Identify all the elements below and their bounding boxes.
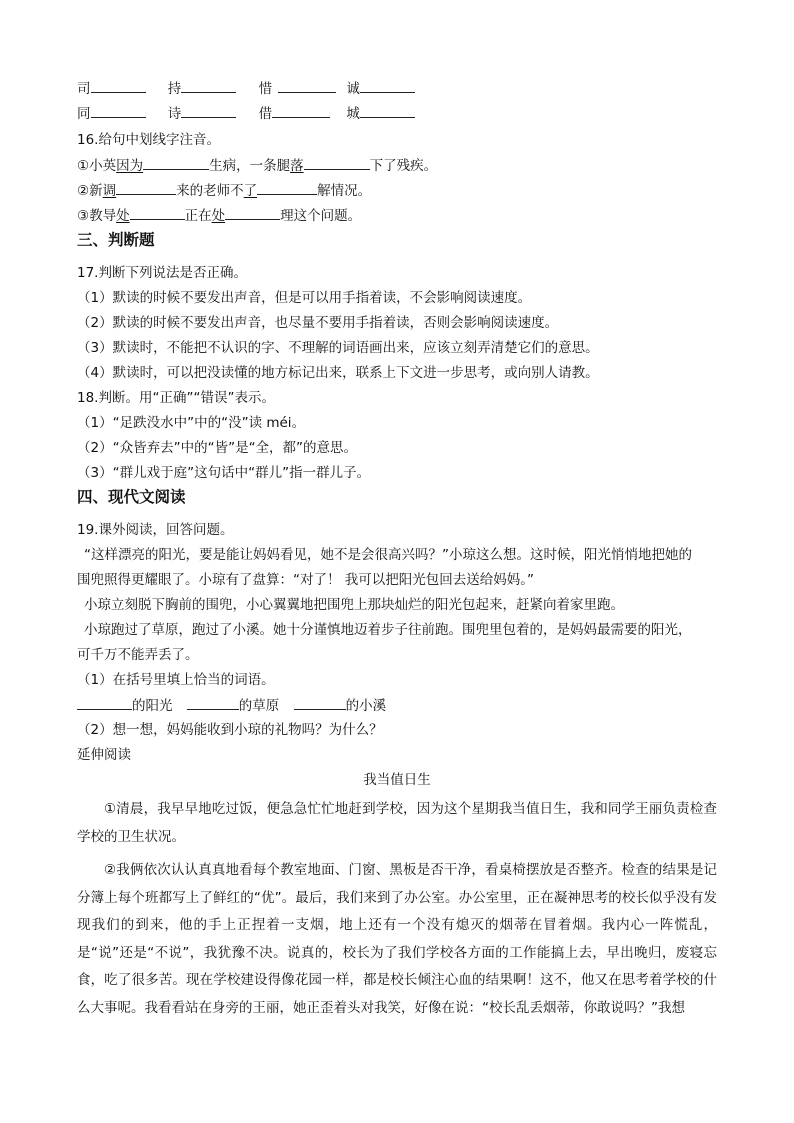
item-number: ① <box>77 158 90 174</box>
answer-blank[interactable] <box>187 695 239 710</box>
q19-title: 19.课外阅读，回答问题。 <box>77 522 234 538</box>
answer-blank[interactable] <box>143 155 209 170</box>
essay-paragraph-1: ①清晨，我早早地吃过饭，便急急忙忙地赶到学校，因为这个星期我当值日生，我和同学王丽负责检查学校的卫生状况。 <box>77 801 717 845</box>
text: 教导 <box>89 208 117 224</box>
q18-item: （3）“群儿戏于庭”这句话中“群儿”指一群儿子。 <box>77 465 371 481</box>
text: 理这个问题。 <box>280 208 362 224</box>
char: 司 <box>77 81 91 97</box>
item-number: ③ <box>77 208 90 224</box>
passage-line: 小琼跑过了草原，跑过了小溪。她十分谨慎地迈着步子往前跑。围兜里包着的，是妈妈最需要的阳光， <box>84 622 692 638</box>
answer-blank[interactable] <box>360 103 415 118</box>
q16-item-1 <box>77 155 437 176</box>
essay-title: 我当值日生 <box>363 772 431 788</box>
answer-blank[interactable] <box>181 103 236 118</box>
text: 来的老师不 <box>176 183 244 199</box>
passage-line: 可千万不能弄丢了。 <box>77 647 199 663</box>
fill-label: 的阳光 <box>132 698 173 714</box>
q18-title: 18.判断。用“正确”“错误”表示。 <box>77 390 275 406</box>
underlined-char: 因为 <box>116 158 144 174</box>
char: 借 <box>258 106 273 122</box>
section-heading-3: 三、判断题 <box>77 231 155 249</box>
passage-line: 小琼立刻脱下胸前的围兜，小心翼翼地把围兜上那块灿烂的阳光包起来，赶紧向着家里跑。 <box>84 597 624 613</box>
q16-title: 16.给句中划线字注音。 <box>77 132 220 148</box>
answer-blank[interactable] <box>225 205 280 220</box>
essay-paragraph-2: ②我俩依次认认真真地看每个教室地面、门窗、黑板是否干净，看桌椅摆放是否整齐。检查的结果是记分簿上每个班都写上了鲜红的“优”。最后，我们来到了办公室。办公室里，正在凝神思考的校长似乎没有发现我们的到来，他的手上正捏着一支烟，地上还有一个没有熄灭的烟蒂在冒着烟。我内心一阵慌乱，是“说”还是“不说”，我犹豫不决。说真的，校长为了我们学校各方面的工作能搞上去，早出晚归，废寝忘食，吃了很多苦。现在学校建设得像花园一样，都是校长倾注心血的结果啊！这不，他又在思考着学校的什么大事呢。我看看站在身旁的王丽，她正歪着头对我笑，好像在说：“校长乱丢烟蒂，你敢说吗？”我想 <box>77 862 717 1016</box>
q16-item-2 <box>77 180 371 201</box>
text: 生病，一条腿 <box>209 158 291 174</box>
q18-item: （2）“众皆弃去”中的“皆”是“全，都”的意思。 <box>77 440 358 456</box>
item-number: ② <box>77 183 90 199</box>
q16-item-3 <box>77 205 361 226</box>
char: 持 <box>167 81 182 97</box>
q17-item: （1）默读的时候不要发出声音，但是可以用手指着读，不会影响阅读速度。 <box>77 290 532 306</box>
fill-label: 的小溪 <box>345 698 387 714</box>
q19-sub-question-1: （1）在括号里填上恰当的词语。 <box>77 672 275 688</box>
answer-blank[interactable] <box>257 180 317 195</box>
underlined-char: 处 <box>211 208 226 224</box>
answer-blank[interactable] <box>360 78 415 93</box>
q19-fill-row <box>77 695 386 716</box>
text: 正在 <box>184 208 212 224</box>
char: 同 <box>77 106 91 122</box>
q18-item: （1）“足跌没水中”中的“没”读 méi。 <box>77 415 306 431</box>
underlined-char: 处 <box>116 208 130 224</box>
answer-blank[interactable] <box>304 155 370 170</box>
fill-label: 的草原 <box>238 698 280 714</box>
q17-item: （2）默读的时候不要发出声音，也尽量不要用手指着读，否则会影响阅读速度。 <box>77 315 559 331</box>
underlined-char: 调 <box>102 183 117 199</box>
q17-item: （4）默读时，可以把没读懂的地方标记出来，联系上下文进一步思考，或向别人请教。 <box>77 365 599 381</box>
char: 城 <box>346 106 360 122</box>
q17-item: （3）默读时，不能把不认识的字、不理解的词语画出来，应该立刻弄清楚它们的意思。 <box>77 340 599 356</box>
answer-blank[interactable] <box>278 78 336 93</box>
char-row-1 <box>77 78 415 99</box>
q19-sub-question-2: （2）想一想，妈妈能收到小琼的礼物吗？为什么？ <box>77 722 383 738</box>
answer-blank[interactable] <box>130 205 185 220</box>
text: 解情况。 <box>317 183 372 199</box>
answer-blank[interactable] <box>116 180 176 195</box>
passage-line: “这样漂亮的阳光，要是能让妈妈看见，她不是会很高兴吗？”小琼这么想。这时候，阳光悄悄地把她的 <box>84 547 692 563</box>
q17-title: 17.判断下列说法是否正确。 <box>77 265 247 281</box>
char-row-2 <box>77 103 415 124</box>
answer-blank[interactable] <box>91 103 146 118</box>
underlined-char: 了 <box>243 183 258 199</box>
answer-blank[interactable] <box>181 78 236 93</box>
passage-line: 围兜照得更耀眼了。小琼有了盘算：“对了！ 我可以把阳光包回去送给妈妈。” <box>77 572 535 588</box>
text: 下了残疾。 <box>369 158 438 174</box>
answer-blank[interactable] <box>77 695 132 710</box>
answer-blank[interactable] <box>91 78 146 93</box>
text: 小英 <box>89 158 117 174</box>
text: 新 <box>89 183 103 199</box>
char: 惜 <box>258 81 273 97</box>
answer-blank[interactable] <box>272 103 330 118</box>
section-heading-4: 四、现代文阅读 <box>77 488 186 506</box>
char: 诚 <box>346 81 360 97</box>
answer-blank[interactable] <box>294 695 346 710</box>
extended-reading-label: 延伸阅读 <box>77 747 131 763</box>
underlined-char: 落 <box>290 158 304 174</box>
char: 诗 <box>167 106 182 122</box>
